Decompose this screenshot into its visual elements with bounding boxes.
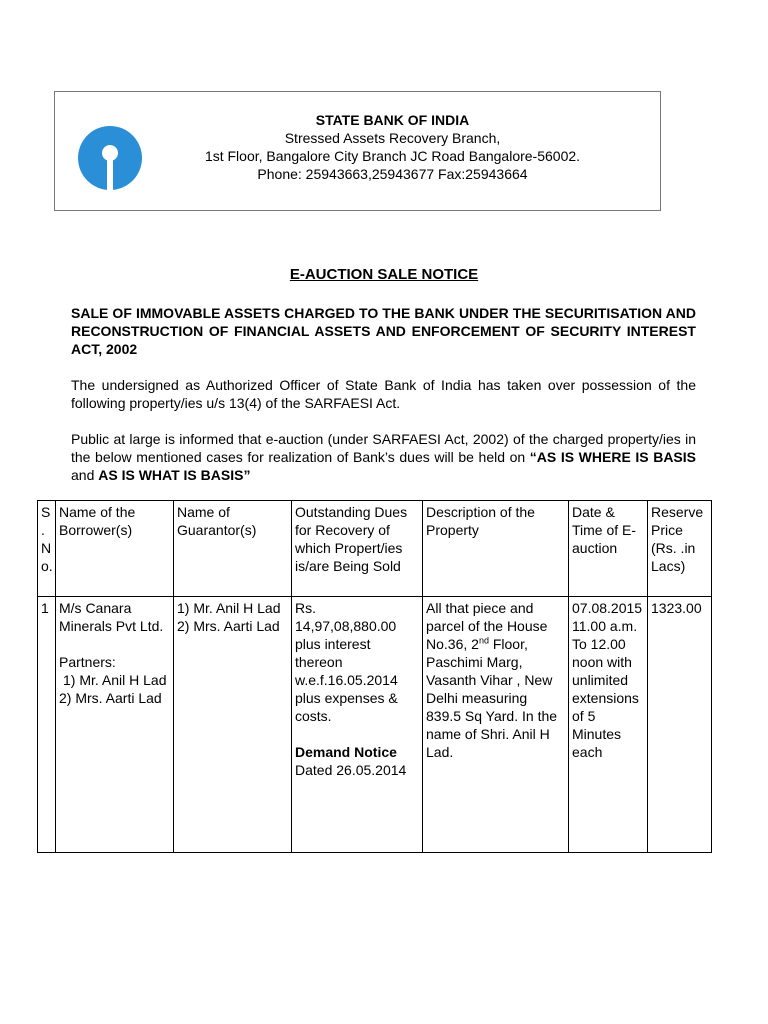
desc-part-1: All that piece and parcel of the House No.36, 2 [426,600,548,652]
bank-name: STATE BANK OF INDIA [315,112,470,128]
auction-time: 11.00 a.m. To 12.00 noon with unlimited extensions of 5 Minutes each [572,618,639,760]
demand-notice-label: Demand Notice [295,744,397,760]
header-dues: Outstanding Dues for Recovery of which Propert/ies is/are Being Sold [292,501,423,597]
header-reserve: Reserve Price (Rs. .in Lacs) [648,501,712,597]
dues-amount: Rs. 14,97,08,880.00 plus interest thereon w.e.f.16.05.2014 plus expenses & costs. [295,600,398,724]
notice-paragraph-1: The undersigned as Authorized Officer of State Bank of India has taken over possession of the following property/ies u/s 13(4) of the SARFAESI Act. [71,377,696,411]
auction-table [37,500,712,853]
cell-dues [292,597,423,853]
bank-details [55,111,660,183]
desc-part-2: Floor, Paschimi Marg, Vasanth Vihar , New Delhi measuring 839.5 Sq Yard. In the name of Shri. Anil H Lad. [426,636,558,760]
demand-notice-date: Dated 26.05.2014 [295,762,407,778]
para2-text: Public at large is informed that e-auction (under SARFAESI Act, 2002) of the charged property/ies in the below mentioned cases for realization of Bank’s dues will be held on [71,431,696,465]
cell-sno: 1 [38,597,56,853]
borrower-name: M/s Canara Minerals Pvt Ltd. [59,600,164,634]
cell-borrower [56,597,174,853]
branch-contact: Phone: 25943663,25943677 Fax:25943664 [257,166,528,182]
notice-title: E-AUCTION SALE NOTICE [289,266,479,283]
table-header-row [38,501,712,597]
header-datetime: Date & Time of E-auction [569,501,648,597]
branch-name: Stressed Assets Recovery Branch, [284,130,501,146]
cell-guarantor [174,597,292,853]
desc-superscript: nd [478,635,489,646]
table-row [38,597,712,853]
notice-subject: SALE OF IMMOVABLE ASSETS CHARGED TO THE BANK UNDER THE SECURITISATION AND RECONSTRUCTION OF FINANCIAL ASSETS AND ENFORCEMENT OF SECURITY INTEREST ACT, 2002 [71,305,696,357]
header-description: Description of the Property [423,501,569,597]
header-sno: S.No. [38,501,56,597]
para2-basis-2: AS IS WHAT IS BASIS” [98,467,251,483]
header-borrower: Name of the Borrower(s) [56,501,174,597]
bank-header-box [54,91,661,211]
notice-paragraph-2 [71,430,696,484]
guarantor-2: 2) Mrs. Aarti Lad [177,618,280,634]
para2-basis-1: “AS IS WHERE IS BASIS [529,449,696,465]
cell-reserve: 1323.00 [648,597,712,853]
partner-1: 1) Mr. Anil H Lad [63,672,167,688]
cell-description [423,597,569,853]
header-guarantor: Name of Guarantor(s) [174,501,292,597]
cell-datetime [569,597,648,853]
branch-address: 1st Floor, Bangalore City Branch JC Road Bangalore-56002. [204,148,581,164]
partner-2: 2) Mrs. Aarti Lad [59,690,162,706]
para2-and: and [71,467,99,483]
auction-date: 07.08.2015 [572,600,643,616]
guarantor-1: 1) Mr. Anil H Lad [177,600,281,616]
partners-label: Partners: [59,654,116,670]
